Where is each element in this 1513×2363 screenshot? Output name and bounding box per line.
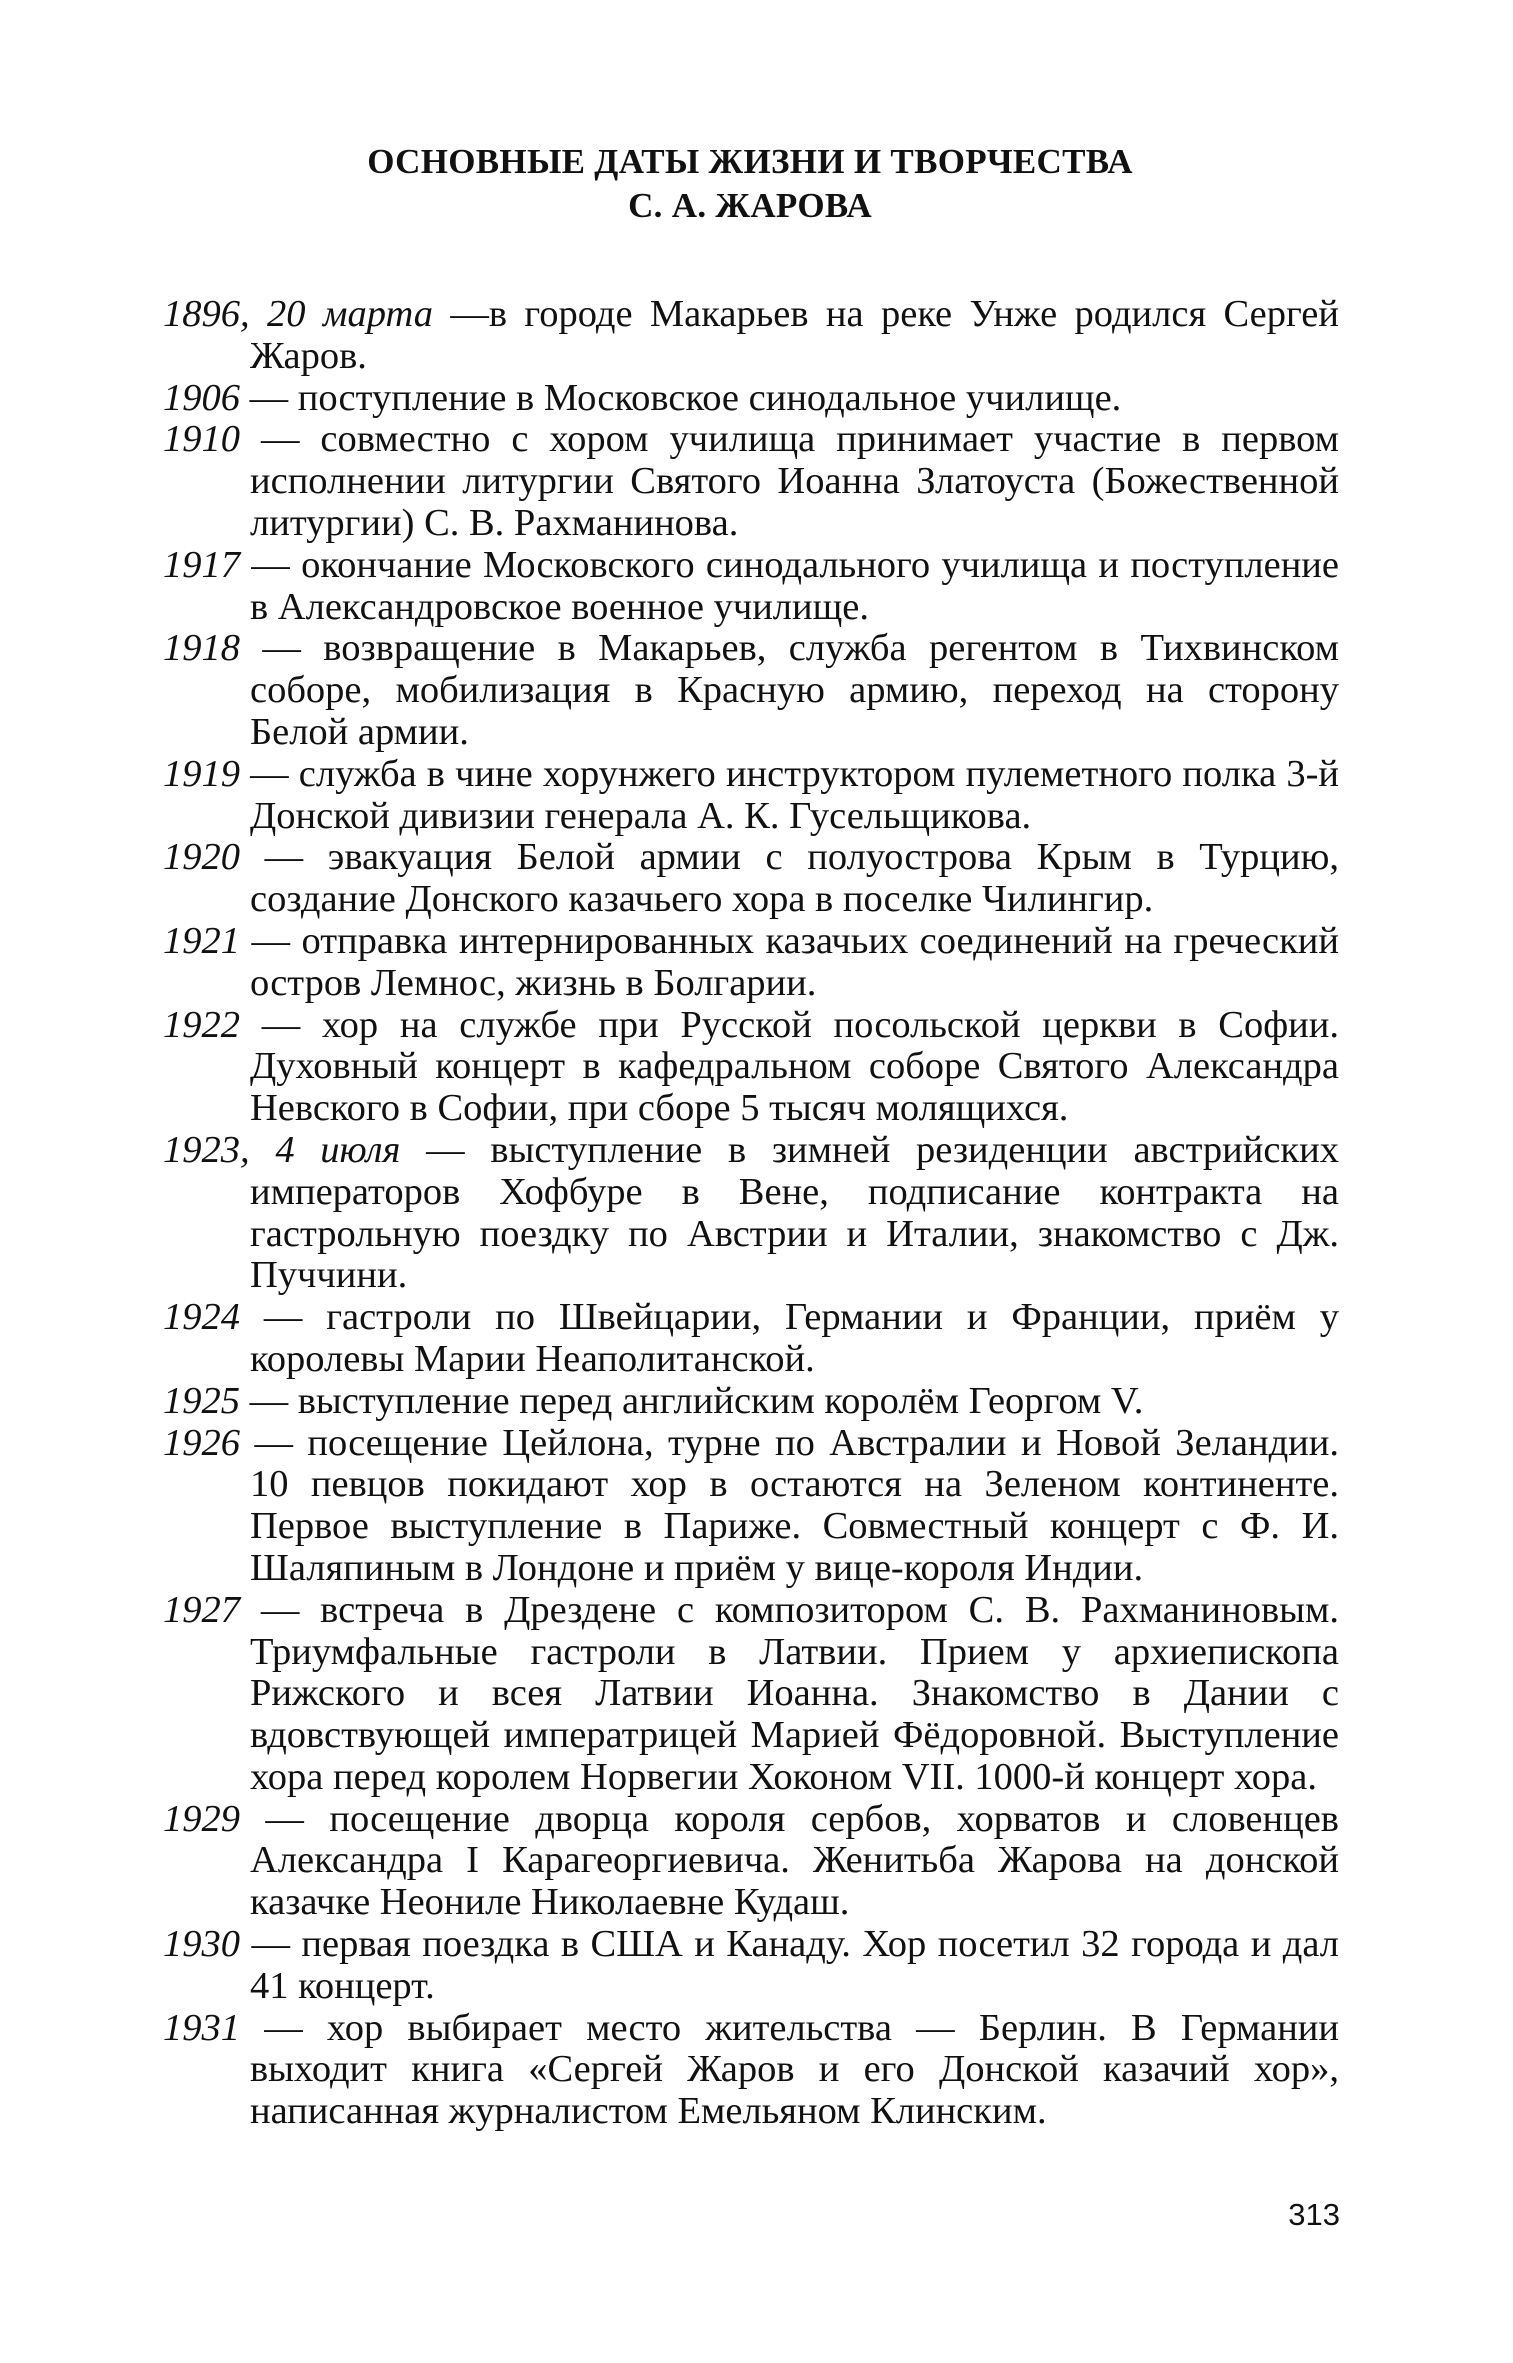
chronology-entry (163, 1799, 1339, 1924)
entry-date: 1910 (163, 418, 240, 461)
entry-text: — выступление перед английским королём Георгом V. (240, 1379, 1144, 1422)
chapter-title-line-2: С. А. ЖАРОВА (628, 186, 872, 225)
chronology-entry (163, 1590, 1339, 1799)
chronology-entry (163, 1381, 1339, 1423)
chronology-entry (163, 1924, 1339, 2008)
entry-text: — хор выбирает место жительства — Берлин. В Германии выходит книга «Сергей Жаров и его Донской казачий хор», написанная журналистом Емельяном Клинским. (240, 2006, 1339, 2133)
chronology-entry (163, 837, 1339, 921)
chronology-entry (163, 921, 1339, 1005)
entry-text: — эвакуация Белой армии с полуострова Крым в Турцию, создание Донского казачьего хора в поселке Чилингир. (240, 836, 1339, 921)
entry-text: — совместно с хором училища принимает участие в первом исполнении литургии Святого Иоанна Златоуста (Божественной литургии) С. В. Рахманинова. (240, 418, 1339, 544)
entry-text: — хор на службе при Русской посольской церкви в Софии. Духовный концерт в кафедральном соборе Святого Александра Невского в Софии, при сборе 5 тысяч молящихся. (240, 1003, 1339, 1130)
entry-text: — гастроли по Швейцарии, Германии и Франции, приём у королевы Марии Неаполитанской. (240, 1296, 1339, 1380)
entry-text: — выступление в зимней резиденции австрийских императоров Хофбуре в Вене, подписание контракта на гастрольную поездку по Австрии и Италии, знакомство с Дж. Пуччини. (250, 1128, 1339, 1297)
entry-date: 1917 (163, 543, 240, 586)
entry-text: — встреча в Дрездене с композитором С. В. Рахманиновым. Триумфальные гастроли в Латвии. Прием у архиепископа Рижского и всея Латвии Иоанна. Знакомство в Дании с вдовствующей императрицей Марией Фёдоровной. Выступление хора перед королем Норвегии Хоконом VII. 1000-й концерт хора. (240, 1588, 1339, 1798)
chronology-entry (163, 1005, 1339, 1130)
entry-text: — отправка интернированных казачьих соединений на греческий остров Лемнос, жизнь в Болгарии. (240, 919, 1339, 1004)
entry-date: 1923, 4 июля (163, 1128, 401, 1171)
chronology-entry (163, 419, 1339, 544)
entry-text: — посещение Цейлона, турне по Австралии и Новой Зеландии. 10 певцов покидают хор в остаются на Зеленом континенте. Первое выступление в Париже. Совместный концерт с Ф. И. Шаляпиным в Лондоне и приём у вице-короля Индии. (240, 1421, 1339, 1589)
entry-date: 1896, 20 марта (163, 293, 433, 335)
entry-date: 1920 (163, 836, 240, 879)
entry-text: — первая поездка в США и Канаду. Хор посетил 32 города и дал 41 концерт. (240, 1923, 1339, 2007)
entry-date: 1930 (163, 1923, 240, 1966)
entry-text: — возвращение в Макарьев, служба регентом в Тихвинском соборе, мобилизация в Красную армию, переход на сторону Белой армии. (240, 627, 1339, 753)
entry-date: 1927 (163, 1588, 240, 1631)
chronology-entry (163, 1297, 1339, 1381)
entry-date: 1929 (163, 1797, 240, 1840)
entry-date: 1906 (163, 376, 240, 419)
chronology-entry (163, 754, 1339, 838)
chapter-title (160, 140, 1340, 228)
entry-date: 1926 (163, 1421, 240, 1464)
chronology-entry (163, 1423, 1339, 1590)
entry-date: 1918 (163, 627, 240, 670)
entry-text: —в городе Макарьев на реке Унже родился Сергей Жаров. (250, 293, 1339, 377)
entry-text: — поступление в Московское синодальное училище. (240, 376, 1122, 419)
chronology-entry (163, 545, 1339, 629)
chronology-entry (163, 2008, 1339, 2133)
entry-date: 1921 (163, 919, 240, 962)
entry-date: 1924 (163, 1296, 240, 1339)
page-number: 313 (1288, 2197, 1340, 2232)
chronology-entry (163, 628, 1339, 753)
entry-date: 1919 (163, 752, 240, 795)
chapter-title-line-1: ОСНОВНЫЕ ДАТЫ ЖИЗНИ И ТВОРЧЕСТВА (367, 142, 1133, 181)
entry-text: — посещение дворца короля сербов, хорватов и словенцев Александра I Карагеоргиевича. Женитьба Жарова на донской казачке Неониле Николаевне Кудаш. (240, 1797, 1339, 1924)
chronology-entry (163, 378, 1339, 420)
entry-text: — служба в чине хорунжего инструктором пулеметного полка 3-й Донской дивизии генерала А. К. Гусельщикова. (240, 752, 1339, 837)
entry-date: 1931 (163, 2006, 240, 2049)
chronology-entry (163, 1130, 1339, 1297)
entry-date: 1922 (163, 1003, 240, 1046)
entry-text: — окончание Московского синодального училища и поступление в Александровское военное училище. (240, 543, 1339, 628)
chronology-entry (163, 294, 1339, 378)
chronology-list (163, 294, 1339, 2133)
entry-date: 1925 (163, 1379, 240, 1422)
